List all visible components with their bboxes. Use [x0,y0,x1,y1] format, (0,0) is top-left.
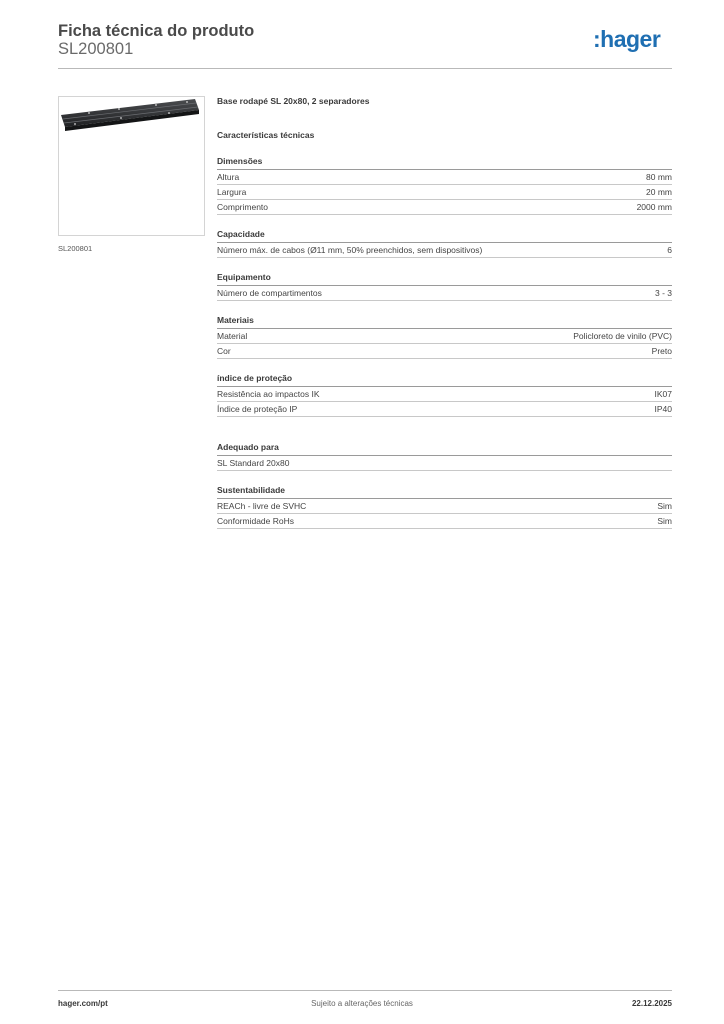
section-title: índice de proteção [217,373,672,387]
image-caption: SL200801 [58,244,93,253]
spec-row [217,200,672,215]
product-name: Base rodapé SL 20x80, 2 separadores [217,96,370,106]
hager-logo: :hager [593,26,661,52]
spec-label: Comprimento [217,202,269,212]
product-reference: SL200801 [58,40,134,58]
spec-row [217,329,672,344]
section-title: Dimensões [217,156,672,170]
spec-row [217,499,672,514]
section-title: Sustentabilidade [217,485,672,499]
spec-row [217,402,672,417]
spec-label: REACh - livre de SVHC [217,501,307,511]
spec-label: SL Standard 20x80 [217,458,290,468]
section-dimensions [217,156,672,215]
cable-trunking-base-image [59,97,204,235]
header-divider [58,68,672,69]
spec-label: Altura [217,172,240,182]
footer-date: 22.12.2025 [631,999,672,1008]
spec-value: Sim [657,501,672,511]
spec-label: Número de compartimentos [217,288,322,298]
spec-label: Cor [217,346,231,356]
spec-row [217,344,672,359]
spec-label: Número máx. de cabos (Ø11 mm, 50% preenchidos, sem dispositivos) [217,245,483,255]
section-protection [217,373,672,417]
footer-website-link[interactable]: hager.com/pt [58,999,108,1008]
spec-value: 3 - 3 [654,288,672,298]
spec-value: 80 mm [646,172,672,182]
section-materials [217,315,672,359]
document-title: Ficha técnica do produto [58,22,255,40]
spec-row [217,387,672,402]
footer-divider [58,990,672,991]
spec-value: Sim [657,516,672,526]
technical-characteristics-heading: Características técnicas [217,130,315,140]
spec-row [217,185,672,200]
spec-label: Índice de proteção IP [217,404,298,414]
section-title: Capacidade [217,229,672,243]
spec-value: IP40 [654,404,672,414]
spec-label: Conformidade RoHs [217,516,295,526]
spec-label: Largura [217,187,247,197]
section-title: Materiais [217,315,672,329]
spec-value: 2000 mm [636,202,672,212]
section-capacity [217,229,672,258]
section-equipment [217,272,672,301]
spec-row [217,456,672,471]
section-title: Adequado para [217,442,672,456]
spec-label: Resistência ao impactos IK [217,389,320,399]
spec-row [217,514,672,529]
spec-value: Policloreto de vinilo (PVC) [573,331,672,341]
footer-disclaimer: Sujeito a alterações técnicas [311,999,413,1008]
spec-value: IK07 [654,389,672,399]
section-title: Equipamento [217,272,672,286]
spec-row [217,170,672,185]
spec-value: 20 mm [646,187,672,197]
spec-value: 6 [667,245,672,255]
section-sustainability [217,485,672,529]
spec-content [217,96,672,529]
spec-label: Material [217,331,248,341]
spec-row [217,286,672,301]
section-suitable-for [217,442,672,471]
spec-row [217,243,672,258]
spec-value: Preto [651,346,672,356]
product-image [58,96,205,236]
